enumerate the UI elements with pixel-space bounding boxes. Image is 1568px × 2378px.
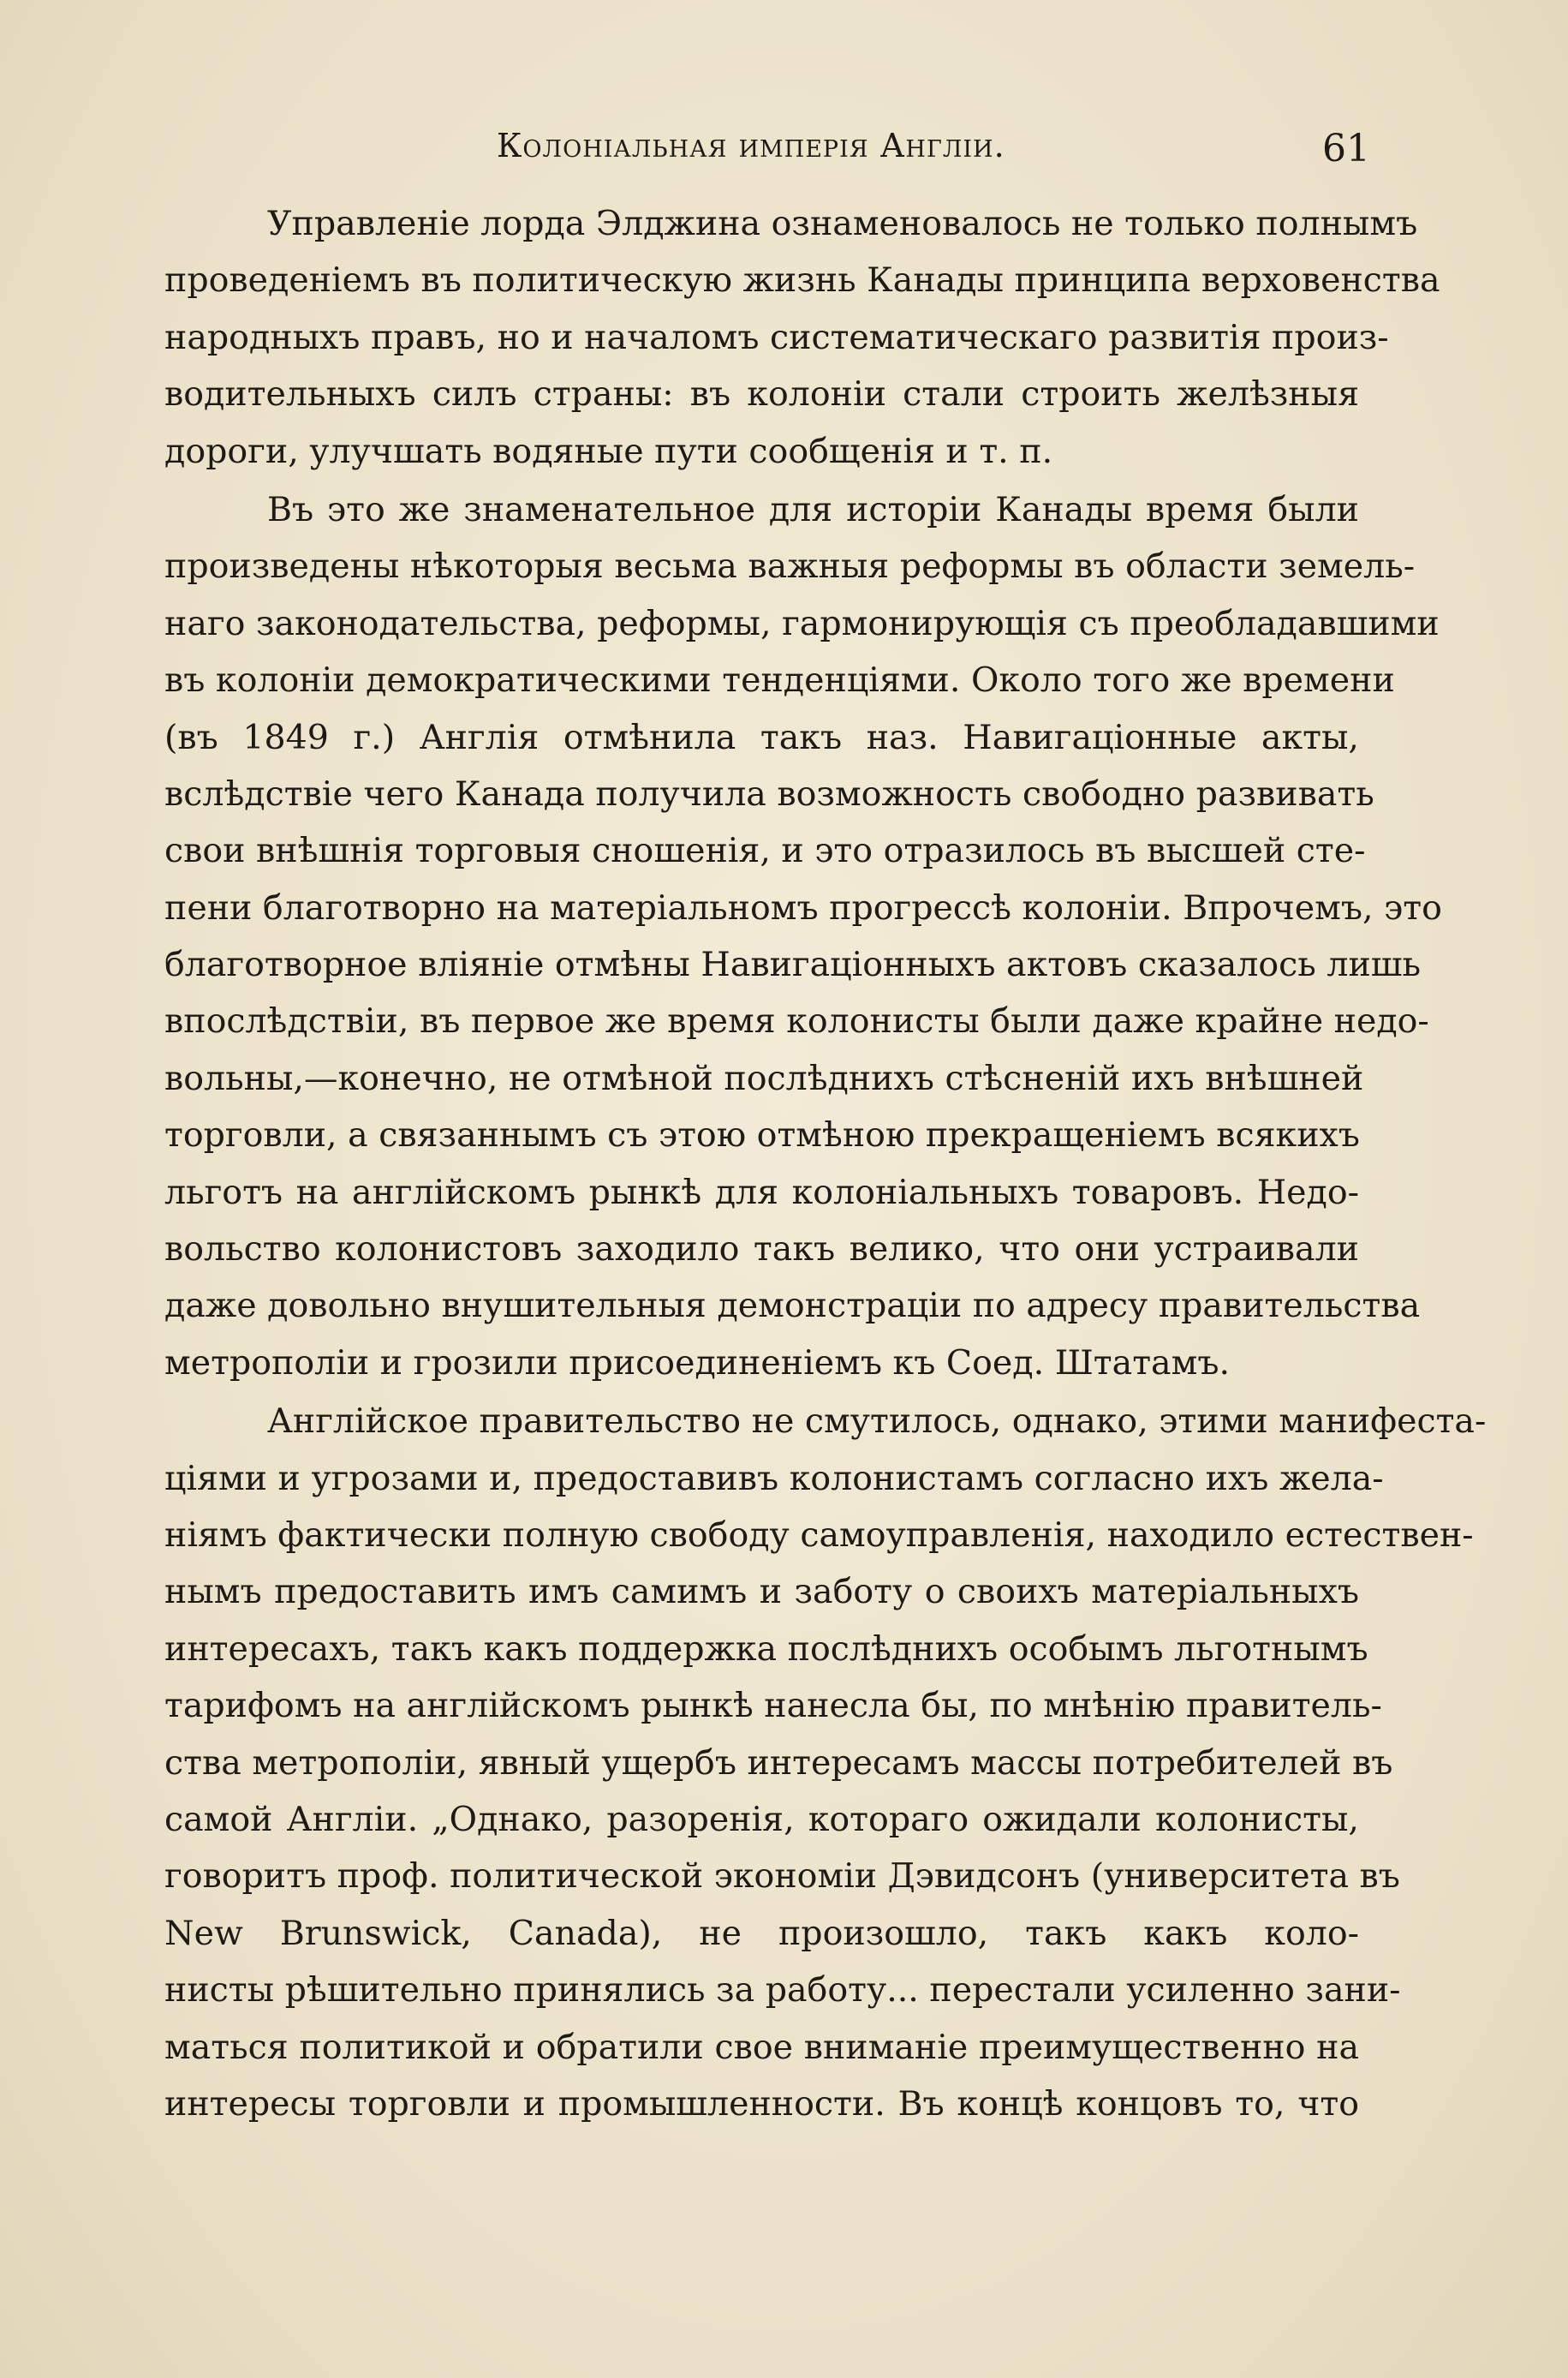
text-line: Управленіе лорда Элджина ознаменовалось не только полнымъ	[267, 204, 1418, 243]
text-line: интересы торговли и промышленности. Въ концѣ концовъ то, что	[164, 2083, 1359, 2124]
text-line: проведеніемъ въ политическую жизнь Канады принципа верховенства	[164, 260, 1440, 301]
text-line: пени благотворно на матеріальномъ прогрессѣ колоніи. Впрочемъ, это	[164, 887, 1442, 928]
running-title: Колоніальная имперія Англіи.	[497, 127, 1005, 164]
text-line: вслѣдствіе чего Канада получила возможность свободно развивать	[164, 774, 1374, 814]
text-line: самой Англіи. „Однако, разоренія, котораго ожидали колонисты,	[164, 1799, 1359, 1839]
text-line: торговли, а связаннымъ съ этою отмѣною прекращеніемъ всякихъ	[164, 1115, 1360, 1156]
text-line: ніямъ фактически полную свободу самоуправленія, находило естествен-	[164, 1515, 1474, 1555]
text-line: свои внѣшнія торговыя сношенія, и это отразилось въ высшей сте-	[164, 831, 1366, 871]
paragraph-3	[164, 1393, 1487, 2132]
text-line: тарифомъ на англійскомъ рынкѣ нанесла бы, по мнѣнію правитель-	[164, 1686, 1382, 1726]
body-text	[164, 195, 1487, 2132]
paragraph-1	[164, 195, 1440, 480]
text-line: вольство колонистовъ заходило такъ велико, что они устраивали	[164, 1229, 1359, 1270]
text-line: произведены нѣкоторыя весьма важныя реформы въ области земель-	[164, 547, 1416, 587]
text-line: водительныхъ силъ страны: въ колоніи стали строить желѣзныя	[164, 374, 1359, 415]
text-line: New Brunswick, Canada), не произошло, такъ какъ коло-	[164, 1913, 1359, 1953]
text-line: дороги, улучшать водяные пути сообщенія и т. п.	[164, 431, 1053, 471]
page-number: 61	[1322, 127, 1370, 170]
text-line: въ колоніи демократическими тенденціями. Около того же времени	[164, 660, 1395, 701]
text-line: ства метрополіи, явный ущербъ интересамъ массы потребителей въ	[164, 1742, 1393, 1783]
text-line: интересахъ, такъ какъ поддержка послѣднихъ особымъ льготнымъ	[164, 1628, 1368, 1669]
text-line: ціями и угрозами и, предоставивъ колонистамъ согласно ихъ жела-	[164, 1458, 1384, 1498]
running-head	[163, 127, 1370, 178]
paragraph-2	[164, 481, 1442, 1391]
text-line: маться политикой и обратили свое вниманіе преимущественно на	[164, 2027, 1359, 2067]
text-line: нымъ предоставить имъ самимъ и заботу о своихъ матеріальныхъ	[164, 1572, 1359, 1612]
text-line: впослѣдствіи, въ первое же время колонисты были даже крайне недо-	[164, 1001, 1429, 1042]
text-line: говоритъ проф. политической экономіи Дэвидсонъ (университета въ	[164, 1856, 1400, 1897]
text-line: даже довольно внушительныя демонстраціи по адресу правительства	[164, 1286, 1421, 1326]
text-line: наго законодательства, реформы, гармонирующія съ преобладавшими	[164, 603, 1440, 643]
text-line: Англійское правительство не смутилось, однако, этими манифеста-	[267, 1401, 1487, 1442]
text-line: вольны,—конечно, не отмѣной послѣднихъ стѣсненій ихъ внѣшней	[164, 1058, 1364, 1098]
text-line: льготъ на англійскомъ рынкѣ для колоніальныхъ товаровъ. Недо-	[164, 1172, 1359, 1212]
text-line: метрополіи и грозили присоединеніемъ къ Соед. Штатамъ.	[164, 1342, 1231, 1383]
text-line: нисты рѣшительно принялись за работу... перестали усиленно зани-	[164, 1970, 1401, 2011]
text-line: благотворное вліяніе отмѣны Навигаціонныхъ актовъ сказалось лишь	[164, 945, 1421, 985]
text-line: Въ это же знаменательное для исторіи Канады время были	[267, 489, 1359, 529]
text-line: (въ 1849 г.) Англія отмѣнила такъ наз. Навигаціонные акты,	[164, 717, 1359, 757]
text-line: народныхъ правъ, но и началомъ систематическаго развитія произ-	[164, 317, 1389, 357]
